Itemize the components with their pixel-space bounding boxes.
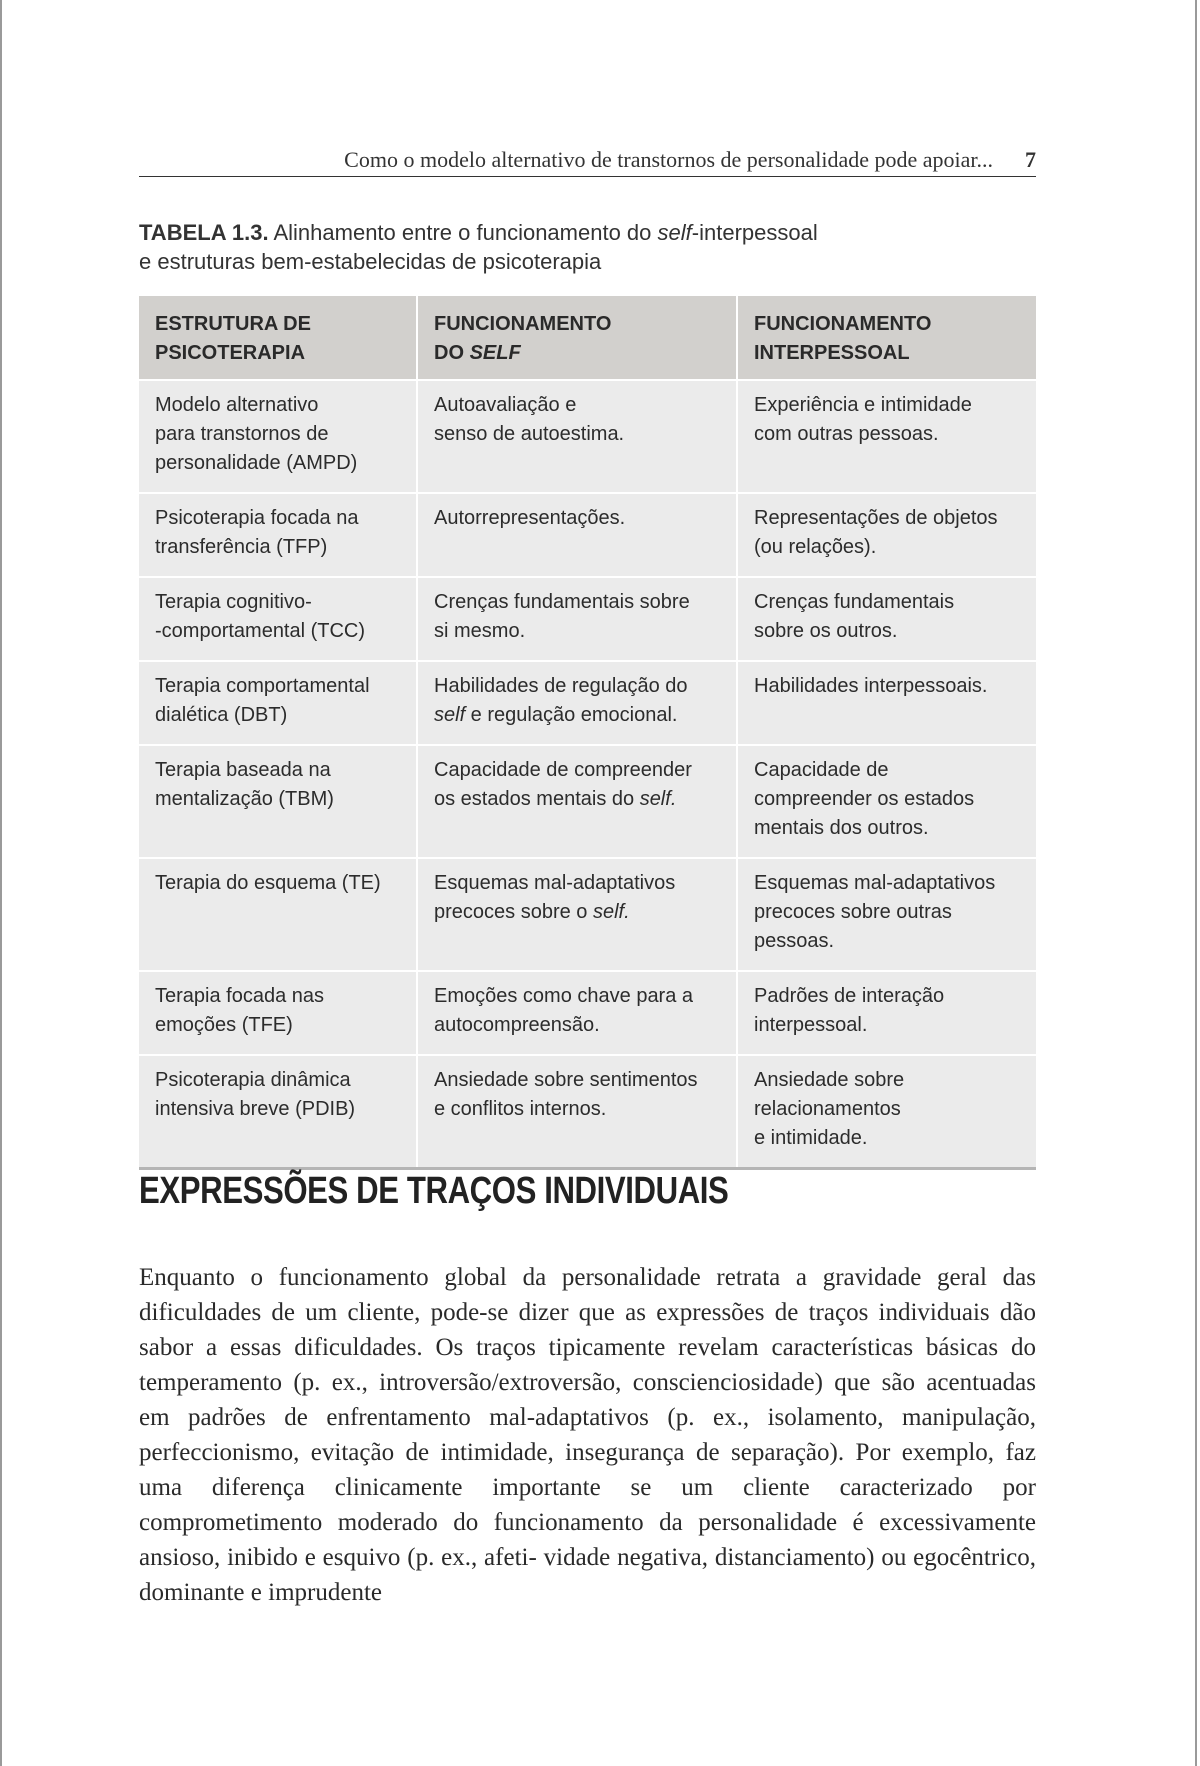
table-caption-line2: e estruturas bem-estabelecidas de psicoterapia	[139, 249, 602, 274]
cell-structure	[139, 1055, 417, 1169]
cell-self	[417, 380, 737, 493]
header-self-italic: SELF	[469, 342, 521, 364]
cell-text: transferência (TFP)	[155, 536, 328, 558]
cell-text: com outras pessoas.	[754, 423, 939, 445]
cell-text: autocompreensão.	[434, 1014, 600, 1036]
cell-self	[417, 745, 737, 858]
cell-text: Esquemas mal-adaptativos	[754, 872, 996, 894]
cell-text: Esquemas mal-adaptativos	[434, 872, 676, 894]
cell-text: Emoções como chave para a	[434, 985, 694, 1007]
page-number: 7	[1025, 146, 1036, 172]
cell-text: Terapia cognitivo-	[155, 591, 312, 613]
cell-self	[417, 493, 737, 577]
header-structure-line2: PSICOTERAPIA	[155, 342, 306, 364]
cell-text: precoces sobre outras	[754, 901, 952, 923]
cell-self	[417, 971, 737, 1055]
cell-text: senso de autoestima.	[434, 423, 625, 445]
table-row	[139, 380, 1036, 493]
cell-structure	[139, 858, 417, 971]
cell-text: Terapia do esquema (TE)	[155, 872, 381, 894]
cell-structure	[139, 380, 417, 493]
body-paragraph: Enquanto o funcionamento global da personalidade retrata a gravidade geral das dificuldades de um cliente, pode-se dizer que as expressões de traços individuais dão sabor a essas dificuldades. Os traços tipicamente revelam características básicas do temperamento (p. ex., introversão/extroversão, conscienciosidade) que são acentuadas em padrões de enfrentamento mal-adaptativos (p. ex., isolamento, manipulação, perfeccionismo, evitação de intimidade, insegurança de separação). Por exemplo, faz uma diferença clinicamente importante se um cliente caracterizado por comprometimento moderado do funcionamento da personalidade é excessivamente ansioso, inibido e esquivo (p. ex., afeti- vidade negativa, distanciamento) ou egocêntrico, dominante e imprudente	[139, 1264, 1036, 1606]
cell-text: Representações de objetos	[754, 507, 998, 529]
table-caption-label: TABELA 1.3.	[139, 220, 269, 245]
cell-text: Autoavaliação e	[434, 394, 577, 416]
cell-text: Autorrepresentações.	[434, 507, 626, 529]
cell-text: e intimidade.	[754, 1127, 868, 1149]
cell-text: personalidade (AMPD)	[155, 452, 358, 474]
cell-interpersonal	[737, 745, 1036, 858]
cell-text: interpessoal.	[754, 1014, 868, 1036]
cell-text: precoces sobre o	[434, 901, 593, 923]
cell-text: (ou relações).	[754, 536, 877, 558]
cell-text: para transtornos de	[155, 423, 329, 445]
cell-text: Habilidades de regulação do	[434, 675, 688, 697]
cell-text: Experiência e intimidade	[754, 394, 972, 416]
cell-structure	[139, 493, 417, 577]
header-structure-line1: ESTRUTURA DE	[155, 313, 311, 335]
table-row	[139, 971, 1036, 1055]
table-caption	[139, 218, 919, 276]
cell-text: compreender os estados	[754, 788, 975, 810]
table-header-row	[139, 296, 1036, 380]
cell-text: e regulação emocional.	[465, 704, 678, 726]
header-interpersonal-line1: FUNCIONAMENTO	[754, 313, 932, 335]
table-row	[139, 745, 1036, 858]
cell-text: pessoas.	[754, 930, 835, 952]
cell-text: si mesmo.	[434, 620, 526, 642]
cell-structure	[139, 577, 417, 661]
cell-text: Ansiedade sobre sentimentos	[434, 1069, 698, 1091]
cell-interpersonal	[737, 493, 1036, 577]
cell-text: Capacidade de	[754, 759, 889, 781]
table-caption-text-end: -interpessoal	[691, 220, 818, 245]
header-interpersonal	[737, 296, 1036, 380]
cell-text: relacionamentos	[754, 1098, 901, 1120]
header-structure	[139, 296, 417, 380]
cell-self	[417, 1055, 737, 1169]
cell-text-italic: self	[639, 788, 671, 810]
cell-text-italic: self	[434, 704, 466, 726]
cell-text: Crenças fundamentais sobre	[434, 591, 690, 613]
header-self	[417, 296, 737, 380]
alignment-table	[139, 296, 1036, 1170]
cell-text: Terapia baseada na	[155, 759, 331, 781]
cell-text-italic: .	[670, 788, 677, 810]
table-caption-text: Alinhamento entre o funcionamento do	[268, 220, 658, 245]
cell-text: sobre os outros.	[754, 620, 898, 642]
table-row	[139, 577, 1036, 661]
cell-text: Ansiedade sobre	[754, 1069, 905, 1091]
cell-text: dialética (DBT)	[155, 704, 288, 726]
header-interpersonal-line2: INTERPESSOAL	[754, 342, 910, 364]
cell-text: Padrões de interação	[754, 985, 945, 1007]
cell-self	[417, 577, 737, 661]
cell-text: emoções (TFE)	[155, 1014, 293, 1036]
cell-text: Crenças fundamentais	[754, 591, 955, 613]
cell-structure	[139, 971, 417, 1055]
table-row	[139, 493, 1036, 577]
table-row	[139, 1055, 1036, 1169]
cell-text: os estados mentais do	[434, 788, 640, 810]
cell-text-italic: .	[624, 901, 630, 923]
cell-interpersonal	[737, 971, 1036, 1055]
table-row	[139, 661, 1036, 745]
cell-text: mentais dos outros.	[754, 817, 929, 839]
cell-interpersonal	[737, 380, 1036, 493]
header-self-line2: DO	[434, 342, 470, 364]
cell-text: e conflitos internos.	[434, 1098, 607, 1120]
running-header-title: Como o modelo alternativo de transtornos de personalidade pode apoiar...	[344, 146, 993, 172]
cell-interpersonal	[737, 858, 1036, 971]
cell-text: Terapia focada nas	[155, 985, 325, 1007]
cell-text: Modelo alternativo	[155, 394, 319, 416]
table-caption-italic: self	[657, 220, 692, 245]
cell-text: intensiva breve (PDIB)	[155, 1098, 356, 1120]
cell-text: Habilidades interpessoais.	[754, 675, 988, 697]
cell-text: Psicoterapia dinâmica	[155, 1069, 351, 1091]
cell-interpersonal	[737, 1055, 1036, 1169]
cell-text: Psicoterapia focada na	[155, 507, 359, 529]
cell-text: Terapia comportamental	[155, 675, 370, 697]
table-row	[139, 858, 1036, 971]
cell-text: -comportamental (TCC)	[155, 620, 366, 642]
cell-text: Capacidade de compreender	[434, 759, 692, 781]
cell-text-italic: self	[592, 901, 625, 923]
header-self-line1: FUNCIONAMENTO	[434, 313, 612, 335]
cell-structure	[139, 745, 417, 858]
cell-self	[417, 661, 737, 745]
cell-structure	[139, 661, 417, 745]
cell-interpersonal	[737, 577, 1036, 661]
cell-text: mentalização (TBM)	[155, 788, 334, 810]
running-header	[139, 143, 1036, 177]
section-heading: EXPRESSÕES DE TRAÇOS INDIVIDUAIS	[139, 1170, 729, 1212]
cell-interpersonal	[737, 661, 1036, 745]
cell-self	[417, 858, 737, 971]
